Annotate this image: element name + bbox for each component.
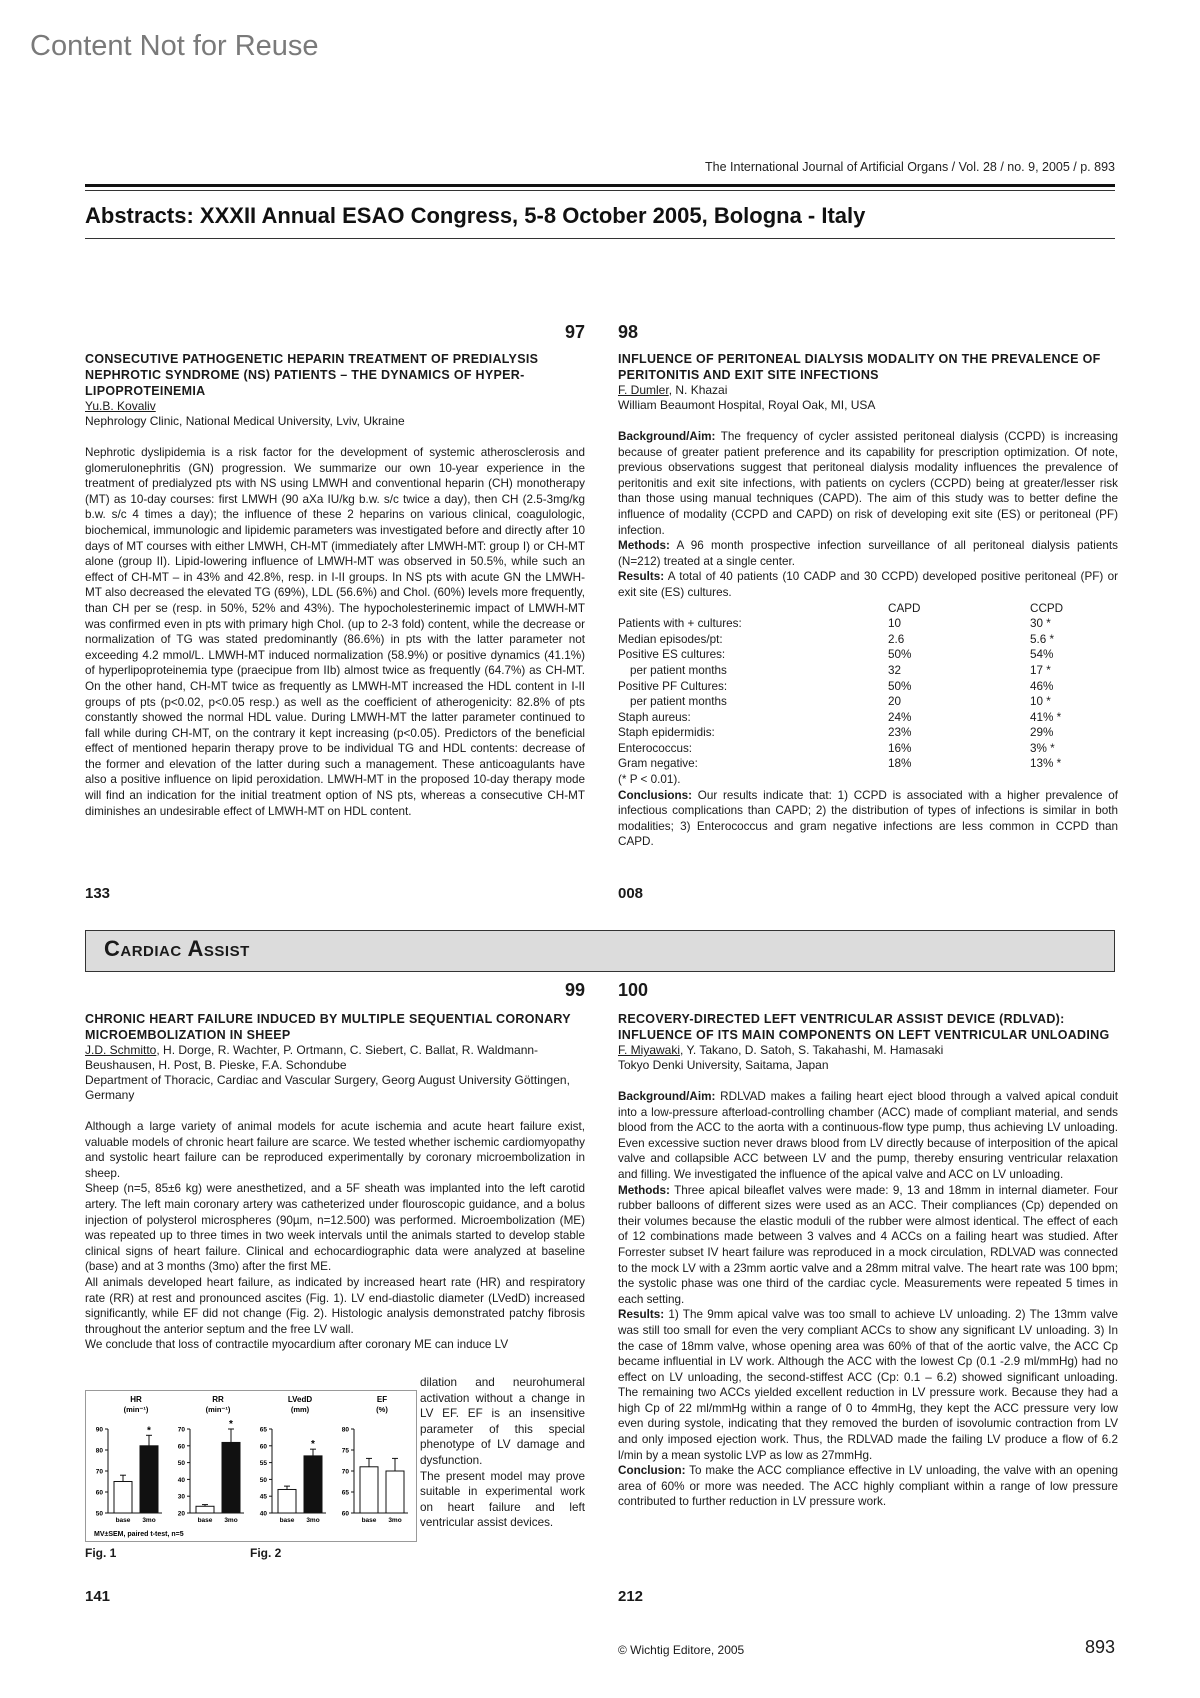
y-tick-label: 65 (341, 1489, 349, 1497)
table-row (618, 679, 1118, 695)
page-number: 893 (1084, 1637, 1115, 1657)
abstract-number: 97 (564, 322, 585, 342)
x-tick-label: base (361, 1517, 377, 1524)
abstract-number: 98 (618, 322, 639, 342)
chart-title: RR (212, 1395, 224, 1404)
header-rule-thin (85, 190, 1115, 191)
bar-base (278, 1489, 296, 1513)
y-tick-label: 70 (341, 1468, 349, 1476)
abstract-affiliation: Department of Thoracic, Cardiac and Vascular Surgery, Georg August University Göttingen, Germany (85, 1073, 570, 1102)
bar-3mo (386, 1471, 404, 1513)
y-tick-label: 45 (259, 1493, 267, 1501)
y-tick-label: 60 (95, 1489, 103, 1497)
abstract-100 (618, 980, 1118, 1510)
y-tick-label: 60 (259, 1443, 267, 1451)
table-row-label: Enterococcus: (618, 741, 693, 755)
chart-title: HR (130, 1395, 142, 1404)
table-row-label: per patient months (630, 663, 727, 677)
abstract-97 (85, 322, 585, 819)
abstract-body (85, 1119, 585, 1353)
abstract-authors (618, 383, 1118, 398)
abstract-title: INFLUENCE OF PERITONEAL DIALYSIS MODALITY ON THE PREVALENCE OF PERITONITIS AND EXIT SITE INFECTIONS (618, 352, 1101, 382)
capd-value: 18% (888, 757, 912, 771)
background-text: RDLVAD makes a failing heart eject blood through a valved apical conduit into a low-pressure afterload-controlling chamber (ACC) made of compliant material, and sends blood from the ACC to the aorta with a continuous-flow type pump, thus achieving LV unloading. Even excessive suction never draws blood from LV directly because of interposition of the apical valve and collapsible ACC between LV and the pump, thereby ensuring ventricular relaxation and filling. We investigated the influence of the apical valve and ACC on LV unloading. (618, 1090, 1118, 1181)
table-row-label: per patient months (630, 695, 727, 709)
table-row (618, 663, 1118, 679)
capd-value: 50% (888, 679, 912, 693)
body-paragraph-3: All animals developed heart failure, as indicated by increased heart rate (HR) and respiratory rate (RR) at rest and pronounced ascites (Fig. 1). LV end-diastolic diameter (LVedD) increased significantly, while EF did not change (Fig. 2). Histologic analysis demonstrated patchy fibrosis throughout the anterior septum and the free LV wall. (85, 1275, 585, 1336)
y-tick-label: 90 (95, 1426, 103, 1434)
table-row (618, 710, 1118, 726)
table-row-label: Median episodes/pt: (618, 632, 723, 646)
co-authors: , N. Khazai (668, 383, 728, 397)
bar-3mo (304, 1456, 322, 1513)
y-tick-label: 65 (259, 1426, 267, 1434)
abstract-authors (85, 399, 585, 414)
conclusions-label: Conclusions: (618, 788, 693, 802)
abstract-title: RECOVERY-DIRECTED LEFT VENTRICULAR ASSIST DEVICE (RDLVAD): INFLUENCE OF ITS MAIN COMPONENTS ON LEFT VENTRICULAR UNLOADING (618, 1012, 1110, 1042)
table-footnote: (* P < 0.01). (618, 773, 681, 787)
y-tick-label: 40 (177, 1476, 185, 1484)
x-tick-label: base (279, 1517, 295, 1524)
table-row (618, 616, 1118, 632)
ccpd-value: 5.6 * (1030, 632, 1055, 646)
bar-base (360, 1467, 378, 1513)
background-label: Background/Aim: (618, 430, 716, 443)
y-tick-label: 60 (177, 1443, 185, 1451)
y-tick-label: 60 (341, 1510, 349, 1518)
abstract-authors (618, 1043, 1118, 1058)
results-text: A total of 40 patients (10 CADP and 30 CCPD) developed positive peritoneal (PF) or exit site (ES) cultures. (618, 570, 1118, 599)
body-paragraph-4b: dilation and neurohumeral activation without a change in LV EF. EF is an insensitive parameter of this special phenotype of LV damage and dysfunction. (420, 1376, 585, 1467)
abstract-body (85, 445, 585, 819)
ccpd-value: 54% (1030, 648, 1054, 662)
abstract-98 (618, 322, 1118, 850)
y-tick-label: 40 (259, 1510, 267, 1518)
co-authors: , Y. Takano, D. Satoh, S. Takahashi, M. Hamasaki (680, 1043, 944, 1057)
y-tick-label: 50 (95, 1510, 103, 1518)
y-tick-label: 30 (177, 1493, 185, 1501)
table-row-label: Staph epidermidis: (618, 726, 715, 740)
page-title: Abstracts: XXXII Annual ESAO Congress, 5-8 October 2005, Bologna - Italy (85, 203, 866, 228)
chart-title: EF (376, 1395, 388, 1404)
abstract-body (618, 1089, 1118, 1510)
abstract-99-footer-number: 141 (85, 1588, 111, 1605)
journal-header: The International Journal of Artificial Organs / Vol. 28 / no. 9, 2005 / p. 893 (705, 160, 1115, 174)
abstract-title: CHRONIC HEART FAILURE INDUCED BY MULTIPLE SEQUENTIAL CORONARY MICROEMBOLIZATION IN SHEEP (85, 1012, 571, 1042)
fig-1-caption: Fig. 1 (85, 1546, 117, 1560)
abstract-affiliation: William Beaumont Hospital, Royal Oak, MI, USA (618, 398, 876, 412)
table-row (618, 647, 1118, 663)
x-tick-label: base (115, 1517, 131, 1524)
results-label: Results: (618, 570, 665, 584)
header-rule-top (85, 184, 1115, 187)
chart-title: LVedD (287, 1395, 313, 1404)
fig-2-caption: Fig. 2 (250, 1546, 282, 1560)
table-row (618, 725, 1118, 741)
table-row (618, 694, 1118, 710)
abstract-97-footer-number: 133 (85, 885, 111, 902)
table-row-label: Positive ES cultures: (618, 648, 726, 662)
conclusions-text: Our results indicate that: 1) CCPD is associated with a higher prevalence of infectious complications than CAPD; 2) the distribution of types of infections is similar in both modalities; 3) Enterococcus and gram negative infections are less common in CCPD than CAPD. (618, 788, 1118, 849)
chart-unit: (min⁻¹) (123, 1405, 149, 1414)
bar-3mo (140, 1446, 158, 1513)
y-tick-label: 55 (259, 1460, 267, 1468)
bar-base (114, 1482, 132, 1514)
ccpd-value: 17 * (1030, 663, 1051, 677)
capd-value: 16% (888, 741, 912, 755)
capd-value: 23% (888, 726, 912, 740)
capd-value: 10 (888, 617, 902, 631)
abstract-authors (85, 1043, 585, 1073)
table-row-label: Positive PF Cultures: (618, 679, 728, 693)
table-row-label: Patients with + cultures: (618, 617, 742, 631)
title-rule (85, 238, 1115, 239)
capd-value: 32 (888, 663, 902, 677)
significance-mark: * (311, 1439, 315, 1451)
capd-value: 24% (888, 710, 912, 724)
significance-mark: * (147, 1425, 151, 1437)
chart-unit: (%) (376, 1405, 388, 1414)
body-paragraph-5: The present model may prove suitable in experimental work on heart failure and left ventricular assist devices. (420, 1469, 585, 1530)
x-tick-label: 3mo (306, 1517, 320, 1524)
table-row-label (618, 601, 888, 617)
methods-text: Three apical bileaflet valves were made: 9, 13 and 18mm in internal diameter. Four rubber balloons of different sizes were used as an ACC. Their compliances (Cp) depended on their volumes because the elastic moduli of the rubber were almost identical. The effect of each of 12 combinations made between 3 valves and 4 ACCs on a failing heart was studied. After Forrester subset IV heart failure was reproduced in a mock circulation, RDLVAD was connected to the mock LV with a 23mm aortic valve and a 28mm mitral valve. The heart rate was 100 bpm; the systolic phase was one third of the cardiac cycle. Measurements were repeated 5 times in each setting. (618, 1183, 1118, 1306)
presenting-author: F. Dumler (618, 383, 669, 397)
conclusion-label: Conclusion: (618, 1464, 686, 1478)
background-text: The frequency of cycler assisted peritoneal dialysis (CCPD) is increasing because of greater patient preference and its capability for prescription optimization. Of note, previous observations suggest that peritoneal dialysis modality influences the prevalence of peritonitis and exit site infections, with patients on cyclers (CCPD) being at greater/lesser risk than those using manual techniques (CAPD). The aim of this study was to better define the influence of modality (CCPD and CAPD) on risk of developing exit site (ES) or peritoneal (PF) infection. (618, 430, 1118, 537)
bar-charts (86, 1391, 416, 1541)
background-label: Background/Aim: (618, 1090, 716, 1103)
figure-footnote: MV±SEM, paired t-test, n=5 (94, 1531, 184, 1538)
body-paragraph-4: We conclude that loss of contractile myocardium after coronary ME can induce LV (85, 1338, 509, 1352)
x-tick-label: 3mo (142, 1517, 156, 1524)
ccpd-value: CCPD (1030, 601, 1064, 615)
methods-label: Methods: (618, 1183, 670, 1197)
y-tick-label: 50 (259, 1476, 267, 1484)
y-tick-label: 75 (341, 1447, 349, 1455)
table-row (618, 756, 1118, 772)
table-row (618, 632, 1118, 648)
significance-mark: * (229, 1419, 233, 1430)
table-header-row (618, 601, 1118, 617)
ccpd-value: 13% * (1030, 757, 1062, 771)
results-label: Results: (618, 1308, 665, 1322)
body-paragraph-1: Although a large variety of animal models for acute ischemia and acute heart failure exist, valuable models of chronic heart failure are scarce. We tested whether ischemic cardiomyopathy and systolic heart failure can be reproduced experimentally by coronary microembolization in sheep. (85, 1120, 585, 1180)
capd-value: 2.6 (888, 632, 905, 646)
ccpd-value: 41% * (1030, 710, 1062, 724)
y-tick-label: 80 (95, 1447, 103, 1455)
x-tick-label: 3mo (224, 1517, 238, 1524)
abstract-affiliation: Tokyo Denki University, Saitama, Japan (618, 1058, 829, 1072)
y-tick-label: 20 (177, 1510, 185, 1518)
ccpd-value: 30 * (1030, 617, 1051, 631)
table-row-label: Gram negative: (618, 757, 698, 771)
bar-base (196, 1506, 214, 1513)
copyright: © Wichtig Editore, 2005 (618, 1643, 745, 1657)
co-authors: , H. Dorge, R. Wachter, P. Ortmann, C. Siebert, C. Ballat, R. Waldmann-Beushausen, H. Post, B. Pieske, F.A. Schondube (85, 1043, 539, 1072)
capd-value: 50% (888, 648, 912, 662)
figure-panel (85, 1390, 417, 1542)
conclusion-text: To make the ACC compliance effective in LV unloading, the valve with an opening area of 60% or more was needed. The ACC highly compliant within a range of low pressure contributed to further reduction in LV pressure work. (618, 1464, 1118, 1509)
presenting-author: F. Miyawaki (618, 1043, 681, 1057)
y-tick-label: 50 (177, 1460, 185, 1468)
capd-value: CAPD (888, 601, 921, 615)
abstract-number: 100 (618, 980, 649, 1000)
ccpd-value: 46% (1030, 679, 1054, 693)
abstract-body-text: Nephrotic dyslipidemia is a risk factor for the development of systemic atherosclerosis and glomerulonephritis (GN) progression. We summarize our own 10-year experience in the treatment of predialyzed pts with NS using LMWH and conventional heparin (CH) monotherapy (MT) as 10-day courses: first LMWH (90 aXa IU/kg b.w. s/c twice a day), then CH (2.5-3mg/kg b.w. s/c 4 times a day); the influence of these 2 heparins on various clinical, coagulologic, biochemical, immunologic and lipidemic parameters was investigated before and directly after 10 days of MT courses with either LMWH, CH-MT (immediately after LMWH-MT: group I) or CH-MT alone (group II). Lipid-lowering influence of LMWH-MT was observed in 50.5%, while such an effect of CH-MT – in 43% and 42.8%, resp. in I-II groups. In NS pts with acute GN the LMWH-MT also decreased the elevated TG (69%), LDL (56.6%) and Chol. (60%) levels more frequently, than CH per se (resp. in 50%, 52% and 43%). The hypocholesterinemic impact of LMWH-MT was confirmed even in pts with primary high Chol. (up to 2-3 fold) content, while the decrease or normalization of TG was stated predominantly (86.6%) in pts with the latter parameter not exceeding 4.2 mmol/L. LMWH-MT induced normalization (58.9%) or positive dynamics (41.1%) of hyperlipoproteinemia type (praecipue from IIb) almost twice as frequently (64.7%) as CH-MT. On the other hand, CH-MT twice as frequently as LMWH-MT increased the HDL content in I-II groups of pts (p<0.02, p<0.05 resp.) as well as the coefficient of atherogenicity: 82.8% of pts constantly showed the normal HDL value. During LMWH-MT the latter parameter continued to fall while during CH-MT, on the contrary it kept increasing (p<0.05). Predictors of the beneficial effect of mentioned heparin therapy prove to be individual TG and HDL contents: decrease of the former and elevation of the latter during such a management. These anticoagulants have also a positive influence on lipid peroxidation. LMWH-MT in the proposed 10-day therapy mode will find an indication for the initial treatment option of NS pts, whereas a consecutive CH-MT diminishes an undesirable effect of LMWH-MT on HDL content. (85, 446, 585, 818)
body-paragraph-2: Sheep (n=5, 85±6 kg) were anesthetized, and a 5F sheath was implanted into the left carotid artery. The left main coronary artery was catheterized under flouroscopic guidance, and a bolus injection of polysterol microspheres (90µm, n=12.500) was performed. Microembolization (ME) was repeated up to three times in two week intervals until the animals started to develop stable clinical signs of heart failure. Clinical and echocardiographic data were analyzed at baseline (base) and at 3 months (3mo) after the first ME. (85, 1182, 585, 1274)
abstract-title: CONSECUTIVE PATHOGENETIC HEPARIN TREATMENT OF PREDIALYSIS NEPHROTIC SYNDROME (NS) PATIENTS – THE DYNAMICS OF HYPER-LIPOPROTEINEMIA (85, 352, 539, 398)
x-tick-label: 3mo (388, 1517, 402, 1524)
table-row-label: Staph aureus: (618, 710, 691, 724)
section-title: Cardiac Assist (104, 936, 250, 961)
presenting-author: Yu.B. Kovaliv (85, 399, 156, 413)
y-tick-label: 70 (95, 1468, 103, 1476)
chart-unit: (min⁻¹) (205, 1405, 231, 1414)
abstract-affiliation: Nephrology Clinic, National Medical University, Lviv, Ukraine (85, 414, 405, 428)
x-tick-label: base (197, 1517, 213, 1524)
abstract-100-footer-number: 212 (618, 1588, 644, 1605)
ccpd-value: 3% * (1030, 741, 1055, 755)
abstract-98-footer-number: 008 (618, 885, 644, 902)
capd-value: 20 (888, 695, 902, 709)
presenting-author: J.D. Schmitto (85, 1043, 157, 1057)
abstract-99 (85, 980, 585, 1353)
ccpd-value: 29% (1030, 726, 1054, 740)
ccpd-value: 10 * (1030, 695, 1051, 709)
abstract-99-side-text (420, 1375, 585, 1531)
results-text: 1) The 9mm apical valve was too small to achieve LV unloading. 2) The 13mm valve was still too small for even the very compliant ACCs to show any significant LV unloading. 3) In the case of 18mm valve, whose opening area was 60% of that of the aortic valve, the ACC Cp became influential in LV work. Although the ACC with the lowest Cp (0.1 -2.9 ml/mmHg) had no effect on LV unloading, the second-stiffest ACC (Cp: 0.1 – 6.2) showed significant unloading. The remaining two ACCs yielded excellent reduction in LV pressure work. Because they had a high Cp of 22 ml/mmHg within a range of 0 to 4mmHg, they kept the ACC pressure very low even during systole, indicating that they removed the burden of isovolumic contraction from LV and only imposed ejection work. Thus, the RDLVAD made the failing LV produce a flow of 6.2 l/min by a mean systolic LVP as low as 27mmHg. (618, 1308, 1118, 1462)
watermark: Content Not for Reuse (30, 30, 319, 62)
methods-label: Methods: (618, 539, 670, 553)
table-row (618, 741, 1118, 757)
y-tick-label: 80 (341, 1426, 349, 1434)
methods-text: A 96 month prospective infection surveillance of all peritoneal dialysis patients (N=212) treated at a single center. (618, 539, 1118, 568)
abstract-body (618, 429, 1118, 850)
chart-unit: (mm) (290, 1405, 310, 1414)
bar-3mo (222, 1442, 240, 1513)
abstract-number: 99 (564, 980, 585, 1000)
y-tick-label: 70 (177, 1426, 185, 1434)
results-table (618, 601, 1118, 773)
